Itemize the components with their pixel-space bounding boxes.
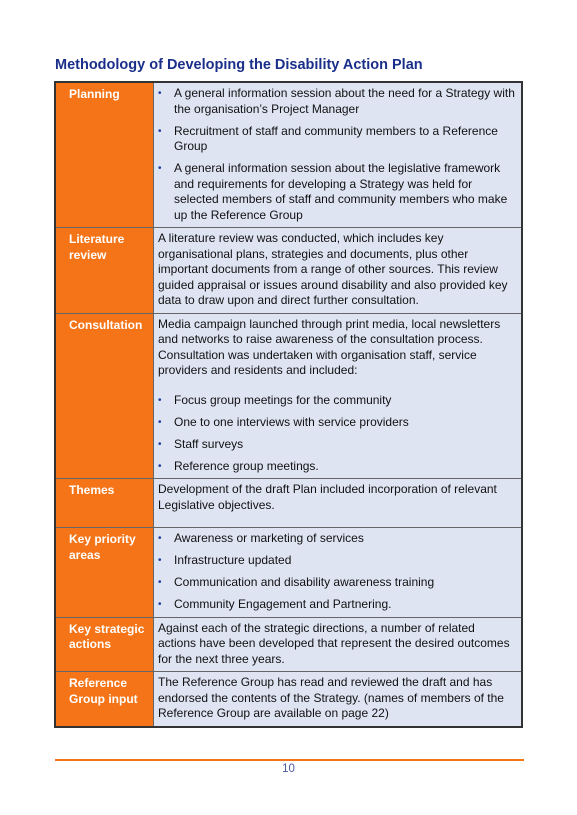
bullet-icon: • — [158, 599, 162, 610]
bullet-list — [158, 393, 516, 475]
list-item: • Recruitment of staff and community members to a Reference Group — [158, 123, 498, 153]
table-row-planning — [55, 82, 522, 228]
row-text: A literature review was conducted, which includes key organisational plans, strategies and documents, plus other important documents from a range of other sources. This review guided appraisal or issues around disability and also provided key data to draw upon and direct further consultation. — [158, 231, 508, 307]
bullet-list — [158, 531, 516, 613]
row-content — [154, 528, 523, 618]
bullet-icon: • — [158, 533, 162, 544]
page-title: Methodology of Developing the Disability Action Plan — [55, 57, 423, 73]
row-label: Key priority areas — [55, 528, 154, 618]
row-label: Planning — [55, 82, 154, 228]
list-item: • A general information session about the need for a Strategy with the organisation’s Project Manager — [158, 86, 515, 116]
footer-divider — [55, 759, 524, 761]
table-row-themes — [55, 479, 522, 528]
row-label: Themes — [55, 479, 154, 528]
table-row-consultation — [55, 313, 522, 479]
table-row-literature — [55, 228, 522, 314]
row-text: Media campaign launched through print media, local newsletters and networks to raise awareness of the consultation process. Consultation was undertaken with organisation staff, service providers and residents and included: — [158, 316, 501, 377]
list-item: • Reference group meetings. — [158, 458, 319, 473]
methodology-table — [54, 81, 523, 728]
bullet-icon: • — [158, 163, 162, 174]
list-item: • Communication and disability awareness training — [158, 575, 435, 589]
row-content — [154, 313, 523, 479]
row-content — [154, 228, 523, 314]
bullet-icon: • — [158, 577, 162, 588]
list-item: • Infrastructure updated — [158, 553, 292, 567]
row-text: Development of the draft Plan included incorporation of relevant Legislative objectives. — [158, 482, 497, 512]
table-row-reference — [55, 672, 522, 727]
page-number: 10 — [282, 763, 295, 775]
row-content — [154, 617, 523, 672]
bullet-list — [158, 86, 516, 223]
bullet-icon: • — [158, 88, 162, 99]
bullet-icon: • — [158, 125, 162, 137]
bullet-icon: • — [158, 460, 162, 472]
bullet-icon: • — [158, 555, 162, 566]
bullet-icon: • — [158, 438, 162, 450]
list-item: • Focus group meetings for the community — [158, 392, 392, 407]
row-label: Reference Group input — [55, 672, 154, 727]
table-row-strategic — [55, 617, 522, 672]
row-label: Literature review — [55, 228, 154, 314]
list-item: • One to one interviews with service providers — [158, 414, 409, 429]
bullet-icon: • — [158, 416, 162, 428]
row-label: Key strategic actions — [55, 617, 154, 672]
row-text: Against each of the strategic directions, a number of related actions have been developed that represent the desired outcomes for the next three years. — [158, 620, 510, 666]
table-row-priority — [55, 528, 522, 618]
row-content — [154, 82, 523, 228]
list-item: • Community Engagement and Partnering. — [158, 597, 392, 611]
row-label: Consultation — [55, 313, 154, 479]
row-content — [154, 672, 523, 727]
list-item: • Awareness or marketing of services — [158, 531, 364, 545]
bullet-icon: • — [158, 394, 162, 406]
row-content — [154, 479, 523, 528]
row-text: The Reference Group has read and reviewed the draft and has endorsed the contents of the Strategy. (names of members of the Reference Group are available on page 22) — [158, 675, 504, 720]
list-item: • A general information session about the legislative framework and requirements for developing a Strategy was held for selected members of staff and community members who make up the Reference Group — [158, 161, 508, 222]
list-item: • Staff surveys — [158, 436, 244, 451]
